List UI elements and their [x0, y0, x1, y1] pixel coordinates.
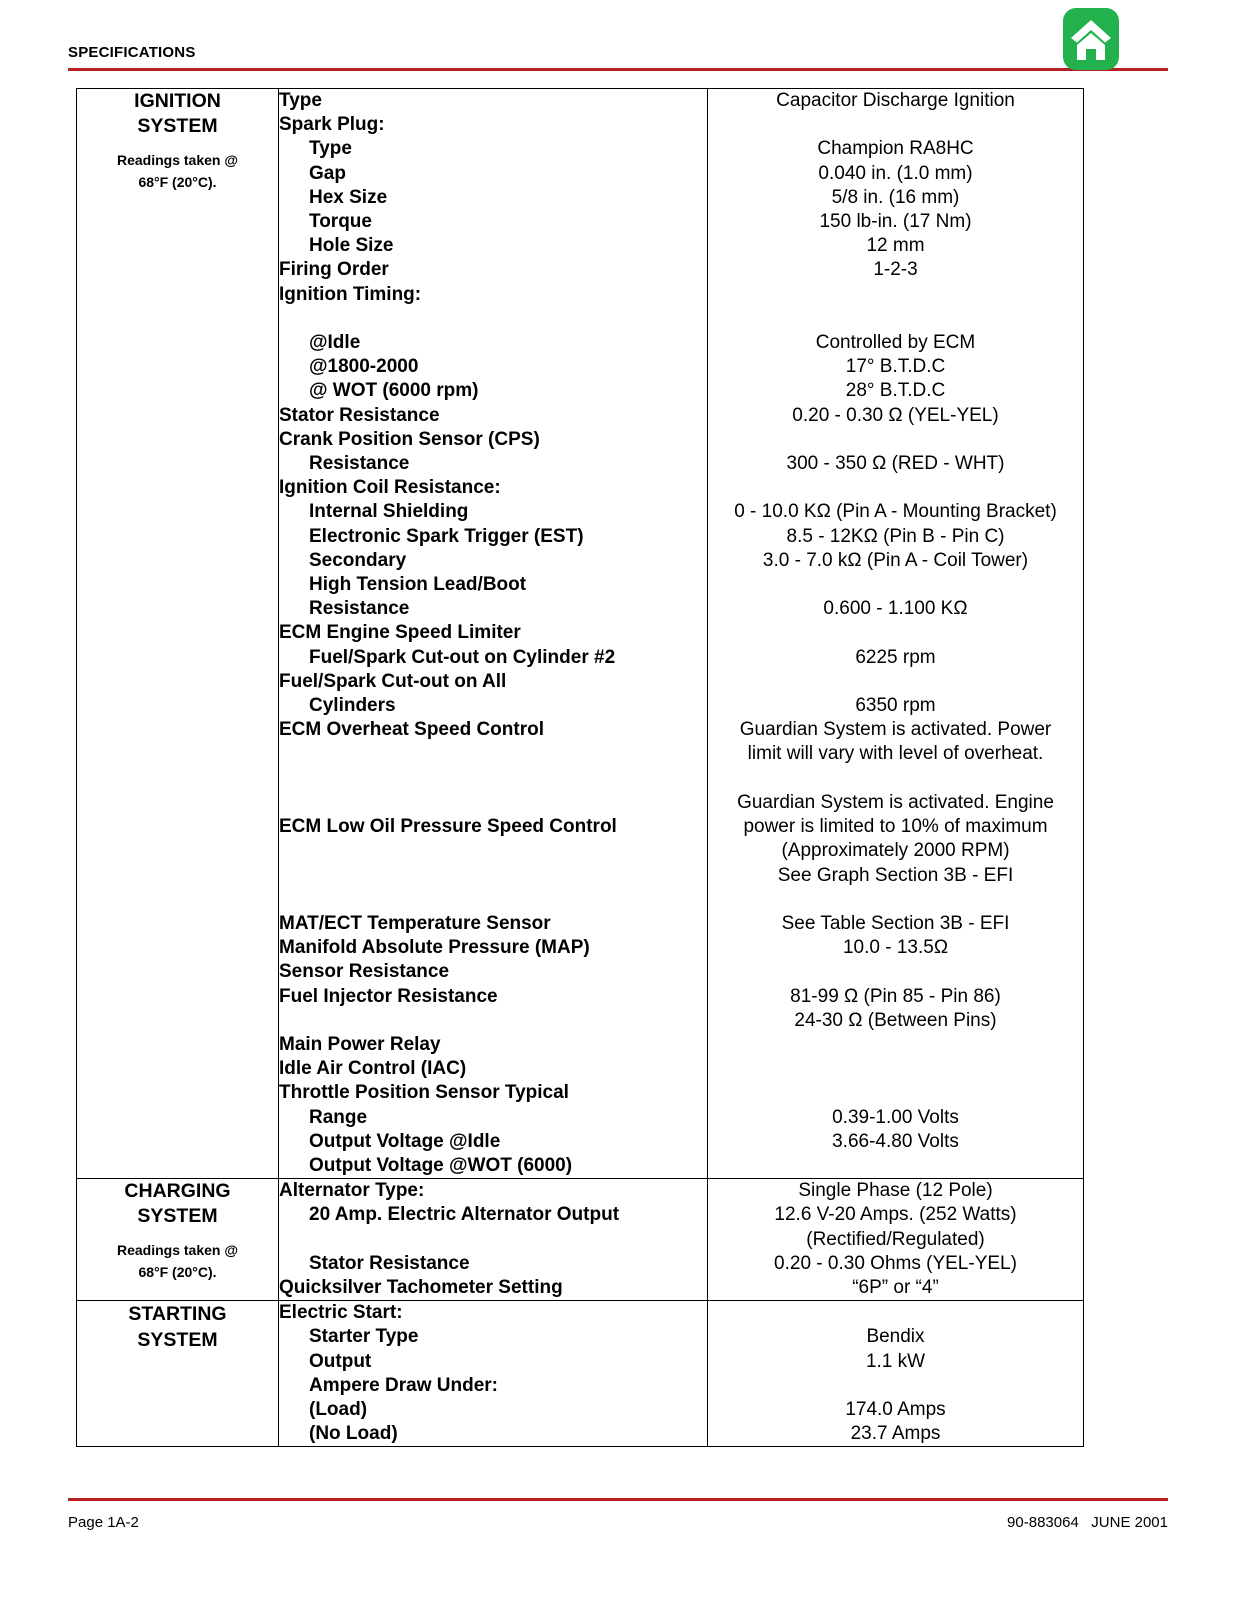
value-text: Controlled by ECM — [815, 332, 976, 354]
item-label: Resistance — [309, 598, 410, 620]
value-spacer — [708, 573, 1083, 597]
value-text: Bendix — [866, 1326, 925, 1348]
value-text: 3.66-4.80 Volts — [832, 1130, 959, 1152]
value-spacer — [708, 670, 1083, 694]
item-label: Hole Size — [309, 235, 394, 257]
value-cell-charging — [708, 1179, 1084, 1301]
item-label: Ampere Draw Under: — [309, 1374, 498, 1396]
value-text: (Rectified/Regulated) — [806, 1228, 985, 1250]
value-text: 1-2-3 — [873, 259, 918, 281]
item-label: ECM Low Oil Pressure Speed Control — [279, 816, 617, 838]
item-label: Alternator Type: — [279, 1180, 425, 1202]
item-label: Electric Start: — [279, 1302, 403, 1324]
value-text: 6225 rpm — [855, 646, 936, 668]
value-spacer — [708, 1374, 1083, 1398]
item-spacer — [279, 767, 707, 791]
page-title: SPECIFICATIONS — [68, 44, 196, 61]
item-label: Spark Plug: — [279, 114, 385, 136]
item-label: Stator Resistance — [309, 1252, 470, 1274]
value-text: 0.040 in. (1.0 mm) — [818, 162, 973, 184]
item-label: High Tension Lead/Boot — [309, 574, 527, 596]
item-label: Ignition Coil Resistance: — [279, 477, 501, 499]
value-spacer — [708, 1033, 1083, 1057]
page-footer — [68, 1498, 1168, 1548]
value-spacer — [708, 621, 1083, 645]
item-label: Resistance — [309, 453, 410, 475]
item-label: @Idle — [309, 332, 361, 354]
value-spacer — [708, 476, 1083, 500]
value-text: 150 lb-in. (17 Nm) — [819, 211, 972, 233]
value-text: (Approximately 2000 RPM) — [781, 840, 1010, 862]
system-note: Readings taken @ 68°F (20°C). — [116, 152, 239, 190]
value-text: 28° B.T.D.C — [845, 380, 946, 402]
value-text: 17° B.T.D.C — [845, 356, 946, 378]
system-cell-starting — [77, 1301, 279, 1447]
item-cell-charging — [279, 1179, 708, 1301]
home-icon[interactable] — [1063, 8, 1119, 70]
item-label: MAT/ECT Temperature Sensor — [279, 912, 551, 934]
item-spacer — [279, 888, 707, 912]
value-text: 12.6 V-20 Amps. (252 Watts) — [774, 1204, 1017, 1226]
item-label: Cylinders — [309, 695, 396, 717]
value-spacer — [708, 960, 1083, 984]
item-spacer — [279, 864, 707, 888]
value-spacer — [708, 1081, 1083, 1105]
footer-divider — [68, 1498, 1168, 1501]
item-label: Firing Order — [279, 259, 389, 281]
item-cell-ignition — [279, 89, 708, 1179]
table-row — [77, 1301, 1084, 1447]
system-cell-ignition — [77, 89, 279, 1179]
item-label: Output Voltage @Idle — [309, 1130, 501, 1152]
value-spacer — [708, 307, 1083, 331]
value-text: Single Phase (12 Pole) — [798, 1180, 993, 1202]
system-name: CHARGING SYSTEM — [124, 1180, 231, 1228]
value-text: 0.20 - 0.30 Ohms (YEL-YEL) — [774, 1252, 1017, 1274]
value-text: Guardian System is activated. Power — [739, 719, 1052, 741]
item-cell-starting — [279, 1301, 708, 1447]
item-label: Quicksilver Tachometer Setting — [279, 1276, 563, 1298]
value-text: 81-99 Ω (Pin 85 - Pin 86) — [790, 985, 1001, 1007]
system-note: Readings taken @ 68°F (20°C). — [116, 1242, 239, 1281]
value-text: 1.1 kW — [865, 1350, 926, 1372]
item-label: Output Voltage @WOT (6000) — [309, 1154, 573, 1176]
value-spacer — [708, 283, 1083, 307]
item-spacer — [279, 307, 707, 331]
page-header — [68, 44, 1168, 74]
item-label: @ WOT (6000 rpm) — [309, 380, 479, 402]
item-label: Idle Air Control (IAC) — [279, 1058, 467, 1080]
header-divider — [68, 68, 1168, 71]
item-spacer — [279, 839, 707, 863]
value-spacer — [708, 888, 1083, 912]
page-number: Page 1A-2 — [68, 1514, 139, 1531]
value-text: 10.0 - 13.5Ω — [842, 937, 949, 959]
value-cell-ignition — [708, 89, 1084, 1179]
item-label: Manifold Absolute Pressure (MAP) — [279, 937, 590, 959]
item-label: Throttle Position Sensor Typical — [279, 1082, 569, 1104]
value-text: See Table Section 3B - EFI — [781, 912, 1010, 934]
table-row — [77, 1179, 1084, 1301]
specifications-table — [76, 88, 1084, 1447]
item-label: Main Power Relay — [279, 1033, 441, 1055]
item-label: Sensor Resistance — [279, 961, 450, 983]
value-text: 3.0 - 7.0 kΩ (Pin A - Coil Tower) — [762, 549, 1029, 571]
item-label: Ignition Timing: — [279, 283, 422, 305]
value-text: 174.0 Amps — [845, 1398, 946, 1420]
value-text: 12 mm — [866, 235, 925, 257]
item-label: 20 Amp. Electric Alternator Output — [309, 1204, 620, 1226]
system-name: STARTING SYSTEM — [128, 1303, 227, 1352]
item-label: Fuel/Spark Cut-out on Cylinder #2 — [309, 646, 616, 668]
value-text: 0.20 - 0.30 Ω (YEL-YEL) — [792, 404, 999, 426]
item-label: Type — [279, 90, 322, 111]
value-text: Guardian System is activated. Engine — [737, 791, 1054, 813]
item-label: ECM Overheat Speed Control — [279, 719, 544, 741]
item-label: (Load) — [309, 1398, 368, 1420]
item-label: Hex Size — [309, 186, 388, 208]
value-text: See Graph Section 3B - EFI — [777, 864, 1014, 886]
item-label: (No Load) — [309, 1423, 398, 1445]
value-text: Capacitor Discharge Ignition — [776, 90, 1015, 111]
value-text: “6P” or “4” — [852, 1276, 939, 1298]
item-spacer — [279, 1009, 707, 1033]
item-label: Type — [309, 138, 352, 160]
value-text: 0 - 10.0 KΩ (Pin A - Mounting Bracket) — [734, 501, 1057, 523]
item-spacer — [279, 1228, 707, 1252]
item-label: Torque — [309, 211, 372, 233]
system-cell-charging — [77, 1179, 279, 1301]
item-label: Range — [309, 1106, 368, 1128]
item-label: Stator Resistance — [279, 404, 440, 426]
value-spacer — [708, 113, 1083, 137]
document-id: 90-883064 JUNE 2001 — [1007, 1514, 1168, 1531]
value-spacer — [708, 428, 1083, 452]
item-label: Starter Type — [309, 1326, 419, 1348]
value-spacer — [708, 1057, 1083, 1081]
item-label: Internal Shielding — [309, 501, 469, 523]
value-text: 5/8 in. (16 mm) — [831, 186, 960, 208]
value-text: 0.39-1.00 Volts — [832, 1106, 959, 1128]
value-text: 23.7 Amps — [850, 1423, 941, 1445]
value-text: 24-30 Ω (Between Pins) — [794, 1009, 997, 1031]
item-label: Fuel/Spark Cut-out on All — [279, 670, 507, 692]
item-label: ECM Engine Speed Limiter — [279, 622, 521, 644]
table-row — [77, 89, 1084, 1179]
value-text: Champion RA8HC — [817, 138, 974, 160]
item-label: Fuel Injector Resistance — [279, 985, 498, 1007]
system-name: IGNITION SYSTEM — [134, 90, 221, 137]
value-text: 0.600 - 1.100 KΩ — [823, 598, 968, 620]
value-text: 300 - 350 Ω (RED - WHT) — [786, 453, 1005, 475]
value-spacer — [708, 767, 1083, 791]
item-label: Gap — [309, 162, 346, 184]
item-label: Secondary — [309, 549, 407, 571]
item-label: @1800-2000 — [309, 356, 419, 378]
item-spacer — [279, 791, 707, 815]
value-text: power is limited to 10% of maximum — [743, 816, 1048, 838]
value-text: limit will vary with level of overheat. — [747, 743, 1044, 765]
item-spacer — [279, 742, 707, 766]
item-label: Output — [309, 1350, 372, 1372]
item-label: Electronic Spark Trigger (EST) — [309, 525, 584, 547]
value-text: 8.5 - 12KΩ (Pin B - Pin C) — [786, 525, 1005, 547]
item-label: Crank Position Sensor (CPS) — [279, 428, 540, 450]
value-spacer — [708, 1301, 1083, 1325]
value-text: 6350 rpm — [855, 695, 936, 717]
value-cell-starting — [708, 1301, 1084, 1447]
